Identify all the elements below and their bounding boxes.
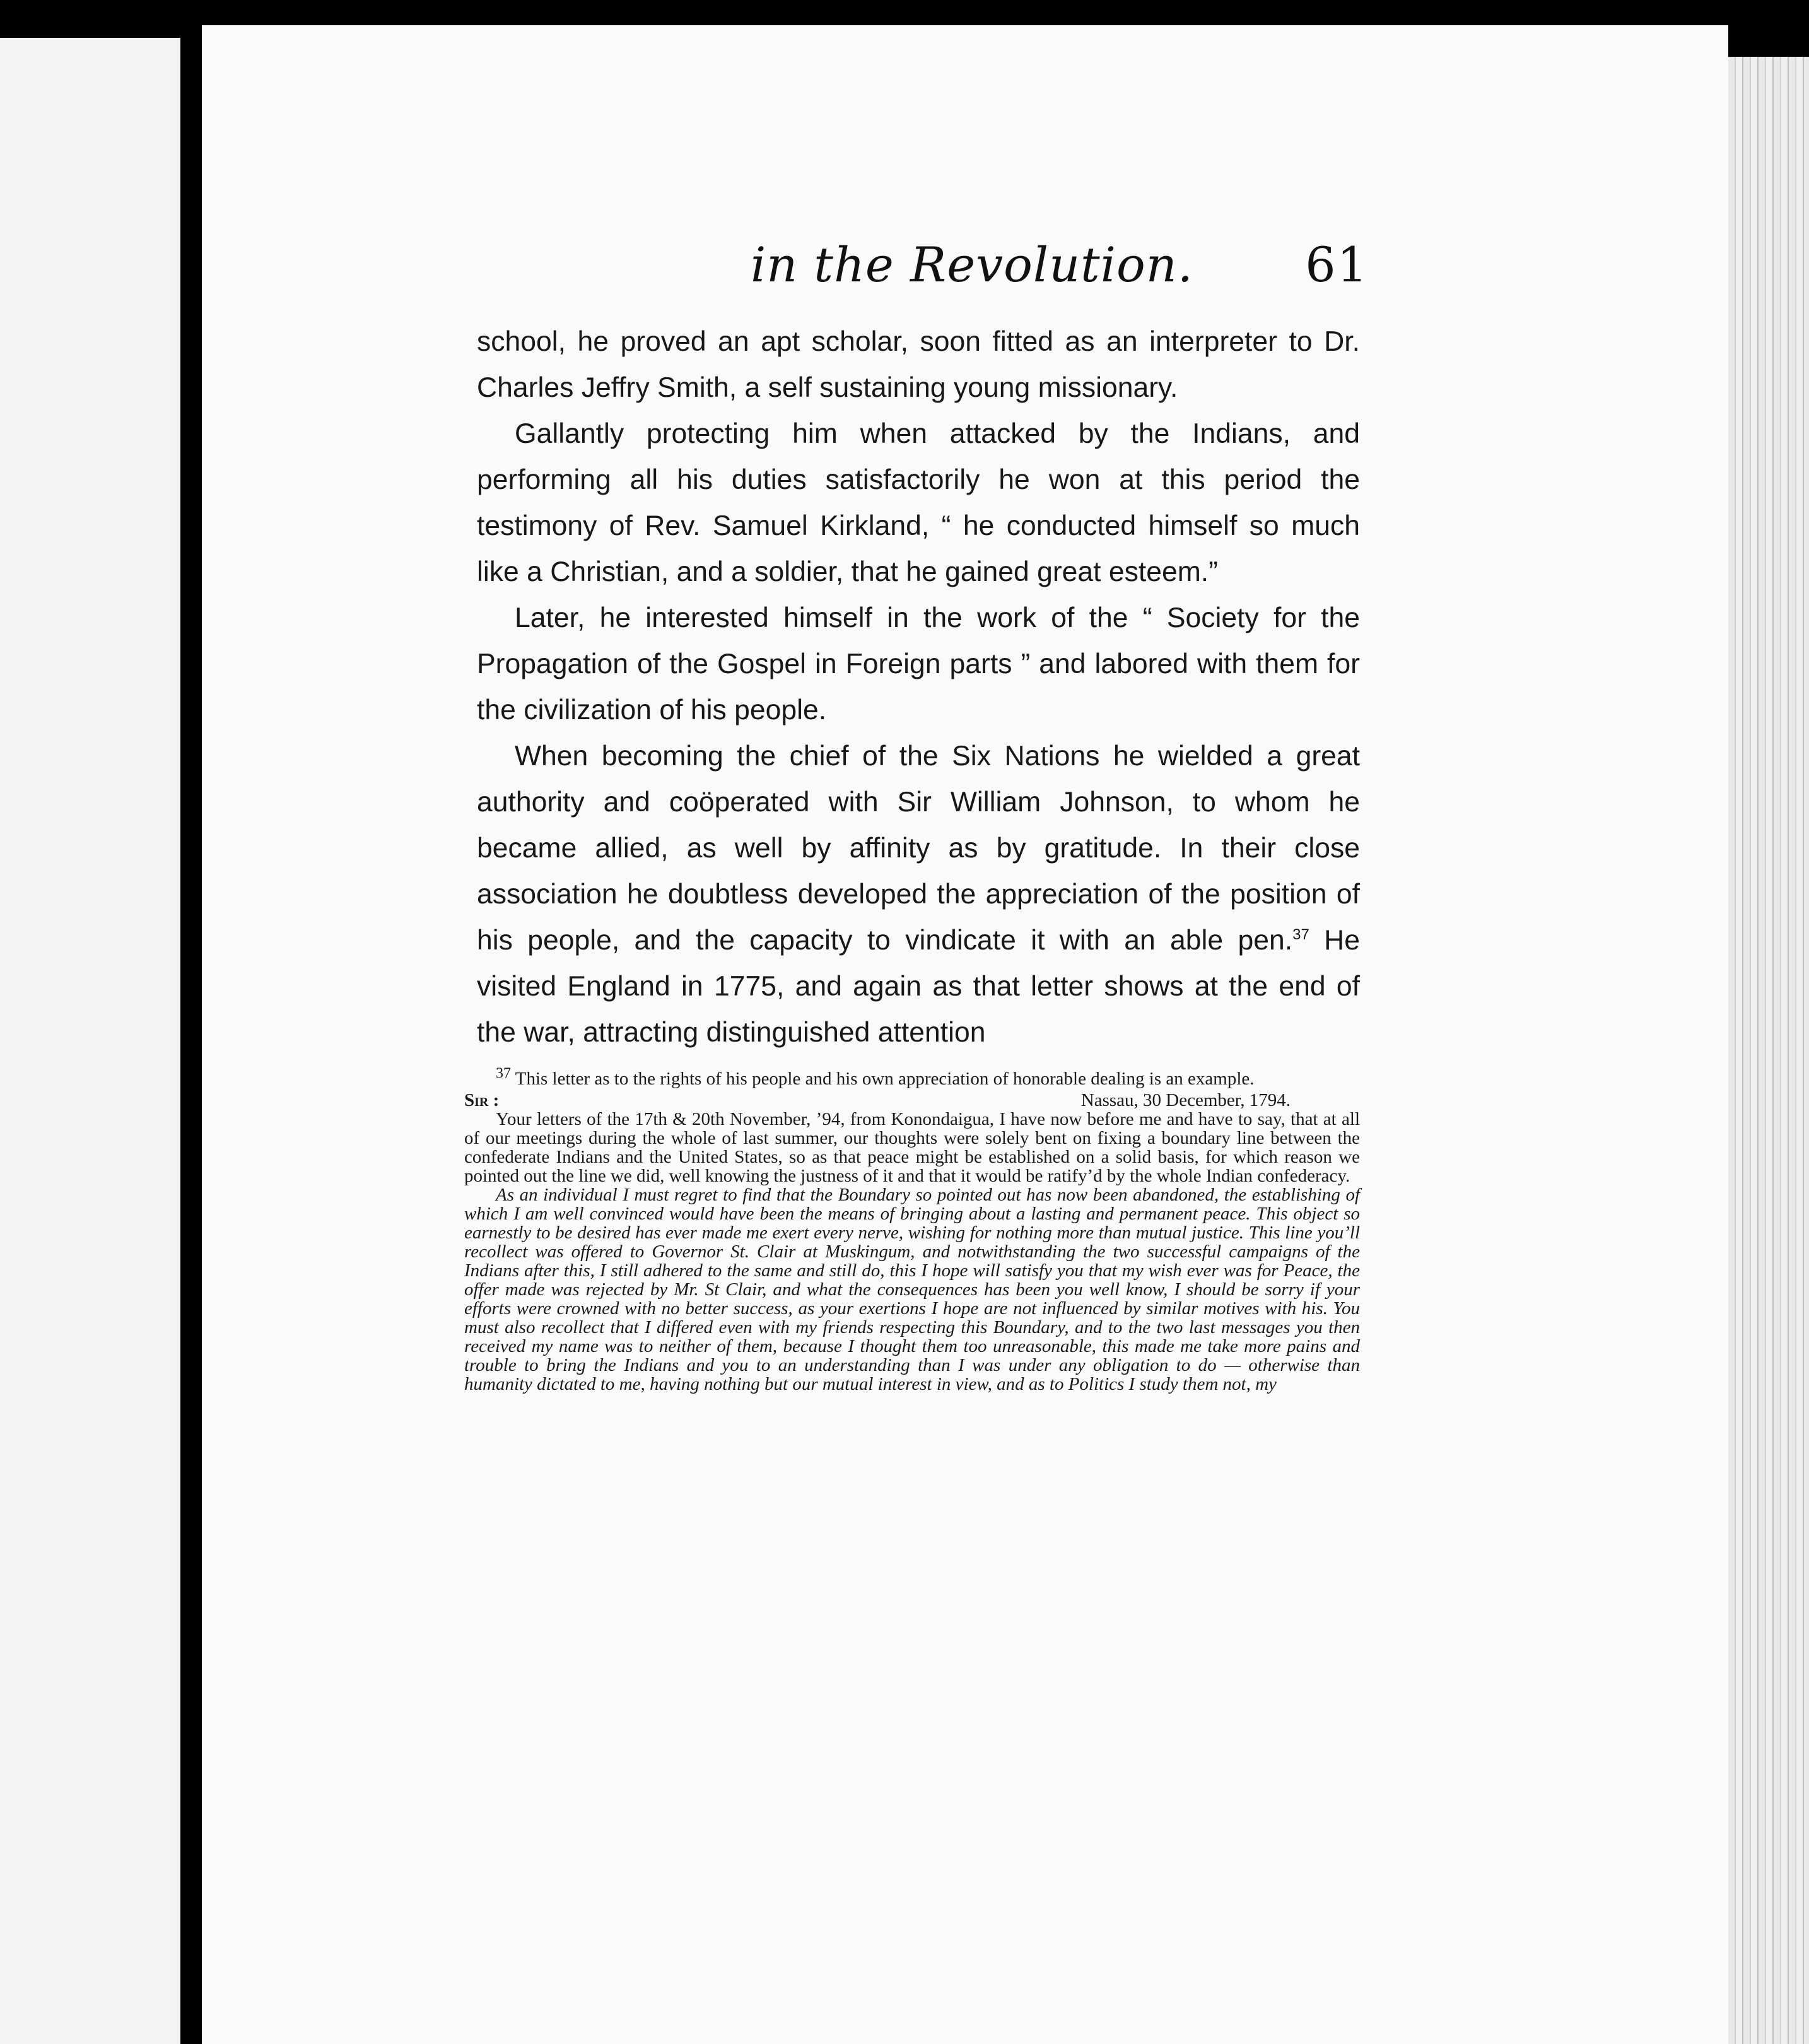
footnote — [464, 1065, 1360, 1394]
footnote-intro-text: This letter as to the rights of his people and his own appreciation of honorable dealing is an example. — [515, 1069, 1255, 1089]
letter-heading — [464, 1091, 1360, 1110]
paragraph: school, he proved an apt scholar, soon fitted as an interpreter to Dr. Charles Jeffry Smith, a self sustaining young missionary. — [477, 326, 1360, 403]
page-number: 61 — [1305, 237, 1369, 293]
main-text — [477, 319, 1360, 1055]
page-stack-edge — [1728, 57, 1809, 2044]
paragraph-text: When becoming the chief of the Six Nations he wielded a great authority and coöperated with Sir William Johnson, to whom he became allied, as well by affinity as by gratitude. In their close association he doubtless developed the appreciation of the position of his people, and the capacity to vindicate it with an able pen. — [477, 741, 1360, 956]
running-title: in the Revolution. — [751, 237, 1193, 293]
facing-page-edge — [0, 38, 189, 2044]
footnote-reference: 37 — [1292, 926, 1309, 944]
paragraph — [477, 733, 1360, 1055]
letter-paragraph: Your letters of the 17th & 20th November, ’94, from Konondaigua, I have now before me and have to say, that at all of our meetings during the whole of last summer, our thoughts were solely bent on fixing a boundary line between the confederate Indians and the United States, so as that peace might be established on a solid basis, for which reason we pointed out the line we did, well knowing the justness of it and that it would be ratify’d by the whole Indian confederacy. — [464, 1109, 1360, 1186]
paragraph-text: He visited England in 1775, and again as that letter shows at the end of the war, attracting distinguished attention — [477, 925, 1360, 1048]
footnote-marker: 37 — [496, 1065, 511, 1082]
running-header — [271, 237, 1369, 312]
letter-paragraph-italic: As an individual I must regret to find that the Boundary so pointed out has now been abandoned, the establishing of which I am well convinced would have been the means of bringing about a lasting and permanent peace. This object so earnestly to be desired has ever made me exert every nerve, wishing for nothing more than mutual justice. This line you’ll recollect was offered to Governor St. Clair at Muskingum, and notwithstanding the two successful campaigns of the Indians after this, I still adhered to the same and still do, this I hope will satisfy you that my wish ever was for Peace, the offer made was rejected by Mr. St Clair, and what the consequences has been you well know, I should be sorry if your efforts were crowned with no better success, as your exertions I hope are not influenced by similar motives with his. You must also recollect that I differed even with my friends respecting this Boundary, and to the two last messages you then received my name was to neither of them, because I thought them too unreasonable, this made me take more pains and trouble to bring the Indians and you to an understanding than I was under any obligation to do — otherwise than humanity dictated to me, having nothing but our mutual interest in view, and as to Politics I study them not, my — [464, 1185, 1360, 1394]
paragraph: Later, he interested himself in the work of the “ Society for the Propagation of the Gospel in Foreign parts ” and labored with them for the civilization of his people. — [477, 602, 1360, 725]
paragraph: Gallantly protecting him when attacked by the Indians, and performing all his duties satisfactorily he won at this period the testimony of Rev. Samuel Kirkland, “ he conducted himself so much like a Christian, and a soldier, that he gained great esteem.” — [477, 418, 1360, 587]
dateline: Nassau, 30 December, 1794. — [1080, 1090, 1291, 1110]
book-gutter — [180, 25, 202, 2044]
salutation: Sir : — [464, 1090, 500, 1110]
footnote-intro — [464, 1065, 1360, 1089]
